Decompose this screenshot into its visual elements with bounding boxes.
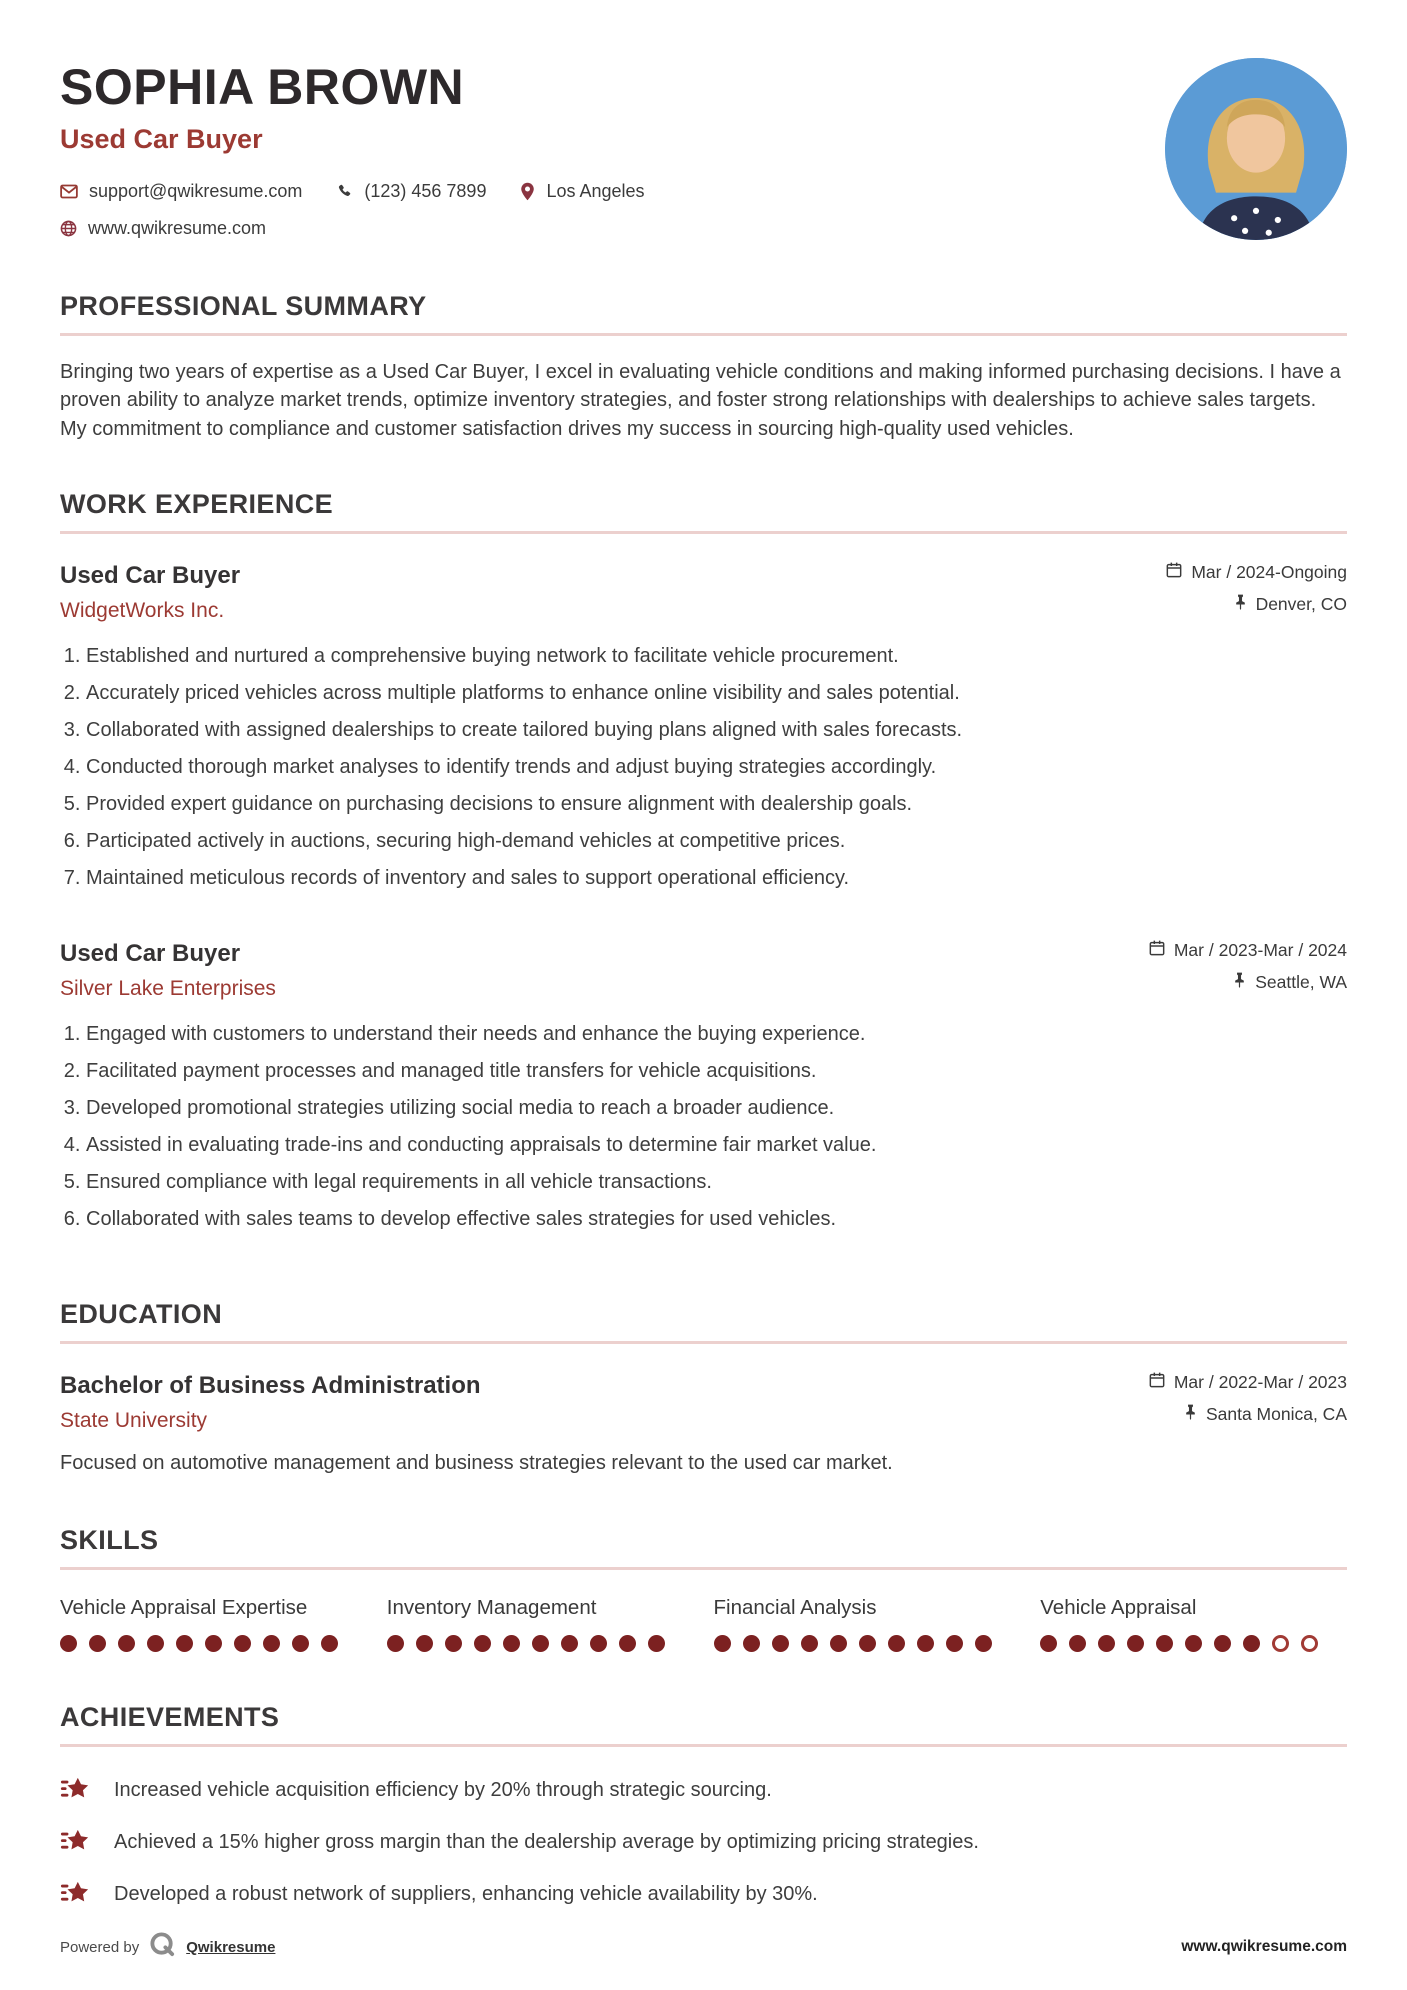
job-bullet: 1. Established and nurtured a comprehensive buying network to facilitate vehicle procurement. (86, 643, 1347, 670)
award-star-icon (60, 1827, 90, 1857)
job-bullet: 2. Accurately priced vehicles across multiple platforms to enhance online visibility and sales potential. (86, 680, 1347, 707)
skill-rating (387, 1635, 694, 1652)
footer (60, 1931, 1347, 1963)
skill-dot (619, 1635, 636, 1652)
section-skills (60, 1525, 1347, 1652)
skill-dot (1185, 1635, 1202, 1652)
job-title-block (60, 940, 276, 1001)
experience-heading: WORK EXPERIENCE (60, 489, 1347, 534)
job-bullet: 4. Conducted thorough market analyses to identify trends and adjust buying strategies accordingly. (86, 754, 1347, 781)
education-location-text: Santa Monica, CA (1205, 1404, 1347, 1425)
achievement-list (60, 1775, 1347, 1909)
person-name: SOPHIA BROWN (60, 59, 465, 115)
contact-website (60, 218, 266, 239)
section-summary (60, 291, 1347, 443)
education-dates (1149, 1372, 1347, 1393)
qwikresume-link[interactable]: Qwikresume (186, 1938, 276, 1956)
skill-rating (1040, 1635, 1347, 1652)
location-pin-icon (520, 182, 535, 201)
skill-label: Vehicle Appraisal (1040, 1596, 1197, 1620)
skill-dot (975, 1635, 992, 1652)
education-location (1149, 1404, 1347, 1425)
job-title: Used Car Buyer (60, 562, 241, 590)
skill-dot (503, 1635, 520, 1652)
skill-dot (561, 1635, 578, 1652)
job-bullet: 5. Ensured compliance with legal requirements in all vehicle transactions. (86, 1169, 1347, 1196)
skill-dot (1040, 1635, 1057, 1652)
skill-dot (743, 1635, 760, 1652)
skill-dot (292, 1635, 309, 1652)
skill-dot (1272, 1635, 1289, 1652)
skill-dot (321, 1635, 338, 1652)
skill-dot (89, 1635, 106, 1652)
education-entry (60, 1372, 1347, 1477)
job-bullet-list (60, 643, 1347, 892)
skill-dot (1214, 1635, 1231, 1652)
contact-email (60, 181, 302, 202)
job-location-text: Seattle, WA (1255, 972, 1347, 993)
skill-dot (801, 1635, 818, 1652)
skill-rating (714, 1635, 1021, 1652)
job-dates (1149, 940, 1347, 961)
award-star-icon (60, 1775, 90, 1805)
skill-dot (176, 1635, 193, 1652)
job-dates-text: Mar / 2023-Mar / 2024 (1173, 940, 1347, 961)
job-meta (1166, 562, 1347, 615)
skill-dot (1301, 1635, 1318, 1652)
skill-rating (60, 1635, 367, 1652)
skill-dot (1156, 1635, 1173, 1652)
skill-dot (946, 1635, 963, 1652)
skill-dot (234, 1635, 251, 1652)
skills-grid (60, 1596, 1347, 1652)
skill-dot (147, 1635, 164, 1652)
phone-icon (336, 183, 353, 200)
contact-email-text: support@qwikresume.com (89, 181, 303, 201)
profile-photo (1165, 58, 1347, 240)
education-meta (1149, 1372, 1347, 1425)
education-description: Focused on automotive management and business strategies relevant to the used car market. (60, 1452, 893, 1475)
job-title: Used Car Buyer (60, 940, 241, 968)
job-header (60, 940, 1347, 1001)
skill-dot (830, 1635, 847, 1652)
skill-label: Financial Analysis (713, 1596, 877, 1620)
skill-dot (888, 1635, 905, 1652)
contact-location (520, 181, 644, 202)
skill-dot (60, 1635, 77, 1652)
degree-title: Bachelor of Business Administration (60, 1372, 481, 1400)
job-bullet: 1. Engaged with customers to understand their needs and enhance the buying experience. (86, 1021, 1347, 1048)
skill-dot (1127, 1635, 1144, 1652)
header (60, 58, 1347, 239)
job-company: WidgetWorks Inc. (60, 599, 225, 623)
achievement-text: Developed a robust network of suppliers, enhancing vehicle availability by 30%. (114, 1882, 818, 1905)
contact-phone (336, 181, 486, 202)
job-location (1166, 594, 1347, 615)
job-bullet: 7. Maintained meticulous records of inventory and sales to support operational efficiency. (86, 865, 1347, 892)
education-dates-text: Mar / 2022-Mar / 2023 (1173, 1372, 1347, 1393)
job-bullet: 6. Participated actively in auctions, securing high-demand vehicles at competitive prices. (86, 828, 1347, 855)
achievement-item (60, 1827, 1347, 1857)
achievement-item (60, 1775, 1347, 1805)
footer-website: www.qwikresume.com (1181, 1938, 1347, 1956)
job-bullet: 3. Developed promotional strategies utilizing social media to reach a broader audience. (86, 1095, 1347, 1122)
skill-dot (118, 1635, 135, 1652)
skill-dot (1069, 1635, 1086, 1652)
job-location (1149, 972, 1347, 993)
globe-icon (60, 220, 77, 237)
job-entry (60, 562, 1347, 892)
contact-location-text: Los Angeles (546, 181, 645, 201)
person-job-title: Used Car Buyer (60, 124, 263, 154)
school-name: State University (60, 1409, 208, 1433)
section-achievements (60, 1702, 1347, 1931)
pushpin-icon (1233, 972, 1246, 993)
skill-label: Vehicle Appraisal Expertise (60, 1596, 308, 1620)
job-company: Silver Lake Enterprises (60, 977, 276, 1001)
email-icon (60, 184, 78, 199)
skill-dot (859, 1635, 876, 1652)
job-title-block (60, 562, 240, 623)
powered-by-label: Powered by (60, 1938, 140, 1956)
job-bullet: 5. Provided expert guidance on purchasing decisions to ensure alignment with dealership goals. (86, 791, 1347, 818)
skill-dot (714, 1635, 731, 1652)
education-heading: EDUCATION (60, 1299, 1347, 1344)
skill-item (714, 1596, 1021, 1652)
contact-row (60, 181, 1127, 202)
skill-item (60, 1596, 367, 1652)
job-bullet: 6. Collaborated with sales teams to develop effective sales strategies for used vehicles. (86, 1206, 1347, 1233)
skill-dot (917, 1635, 934, 1652)
award-star-icon (60, 1879, 90, 1909)
skill-item (387, 1596, 694, 1652)
job-dates-text: Mar / 2024-Ongoing (1191, 562, 1347, 583)
achievements-heading: ACHIEVEMENTS (60, 1702, 1347, 1747)
skill-dot (474, 1635, 491, 1652)
summary-text: Bringing two years of expertise as a Used Car Buyer, I excel in evaluating vehicle conditions and making informed purchasing decisions. I have a proven ability to analyze market trends, optimize inventory strategies, and foster strong relationships with dealerships to achieve sales targets. My commitment to compliance and customer satisfaction drives my success in sourcing high-quality used vehicles. (60, 361, 1341, 440)
job-dates (1166, 562, 1347, 583)
education-title-block (60, 1372, 481, 1433)
summary-heading: PROFESSIONAL SUMMARY (60, 291, 1347, 336)
education-header (60, 1372, 1347, 1433)
section-experience (60, 489, 1347, 1243)
job-bullet: 3. Collaborated with assigned dealerships to create tailored buying plans aligned with sales forecasts. (86, 717, 1347, 744)
skill-dot (1243, 1635, 1260, 1652)
qwikresume-logo-icon (149, 1931, 176, 1963)
calendar-icon (1166, 562, 1182, 583)
skill-dot (445, 1635, 462, 1652)
skill-dot (416, 1635, 433, 1652)
skill-dot (263, 1635, 280, 1652)
skill-item (1040, 1596, 1347, 1652)
skills-heading: SKILLS (60, 1525, 1347, 1570)
achievement-text: Achieved a 15% higher gross margin than the dealership average by optimizing pricing strategies. (114, 1830, 979, 1853)
calendar-icon (1149, 940, 1165, 961)
calendar-icon (1149, 1372, 1165, 1393)
skill-dot (648, 1635, 665, 1652)
job-bullet: 4. Assisted in evaluating trade-ins and conducting appraisals to determine fair market value. (86, 1132, 1347, 1159)
contact-website-text: www.qwikresume.com (88, 218, 267, 238)
pushpin-icon (1234, 594, 1247, 615)
skill-dot (590, 1635, 607, 1652)
skill-dot (205, 1635, 222, 1652)
contact-row-website (60, 218, 1127, 239)
job-meta (1149, 940, 1347, 993)
pushpin-icon (1184, 1404, 1197, 1425)
achievement-text: Increased vehicle acquisition efficiency by 20% through strategic sourcing. (114, 1778, 772, 1801)
job-header (60, 562, 1347, 623)
skill-dot (387, 1635, 404, 1652)
contact-phone-text: (123) 456 7899 (364, 181, 487, 201)
section-education (60, 1299, 1347, 1477)
achievement-item (60, 1879, 1347, 1909)
skill-label: Inventory Management (386, 1596, 597, 1620)
skill-dot (532, 1635, 549, 1652)
footer-branding (60, 1931, 275, 1963)
skill-dot (1098, 1635, 1115, 1652)
skill-dot (772, 1635, 789, 1652)
job-bullet: 2. Facilitated payment processes and managed title transfers for vehicle acquisitions. (86, 1058, 1347, 1085)
job-location-text: Denver, CO (1255, 594, 1347, 615)
job-entry (60, 940, 1347, 1233)
job-bullet-list (60, 1021, 1347, 1233)
